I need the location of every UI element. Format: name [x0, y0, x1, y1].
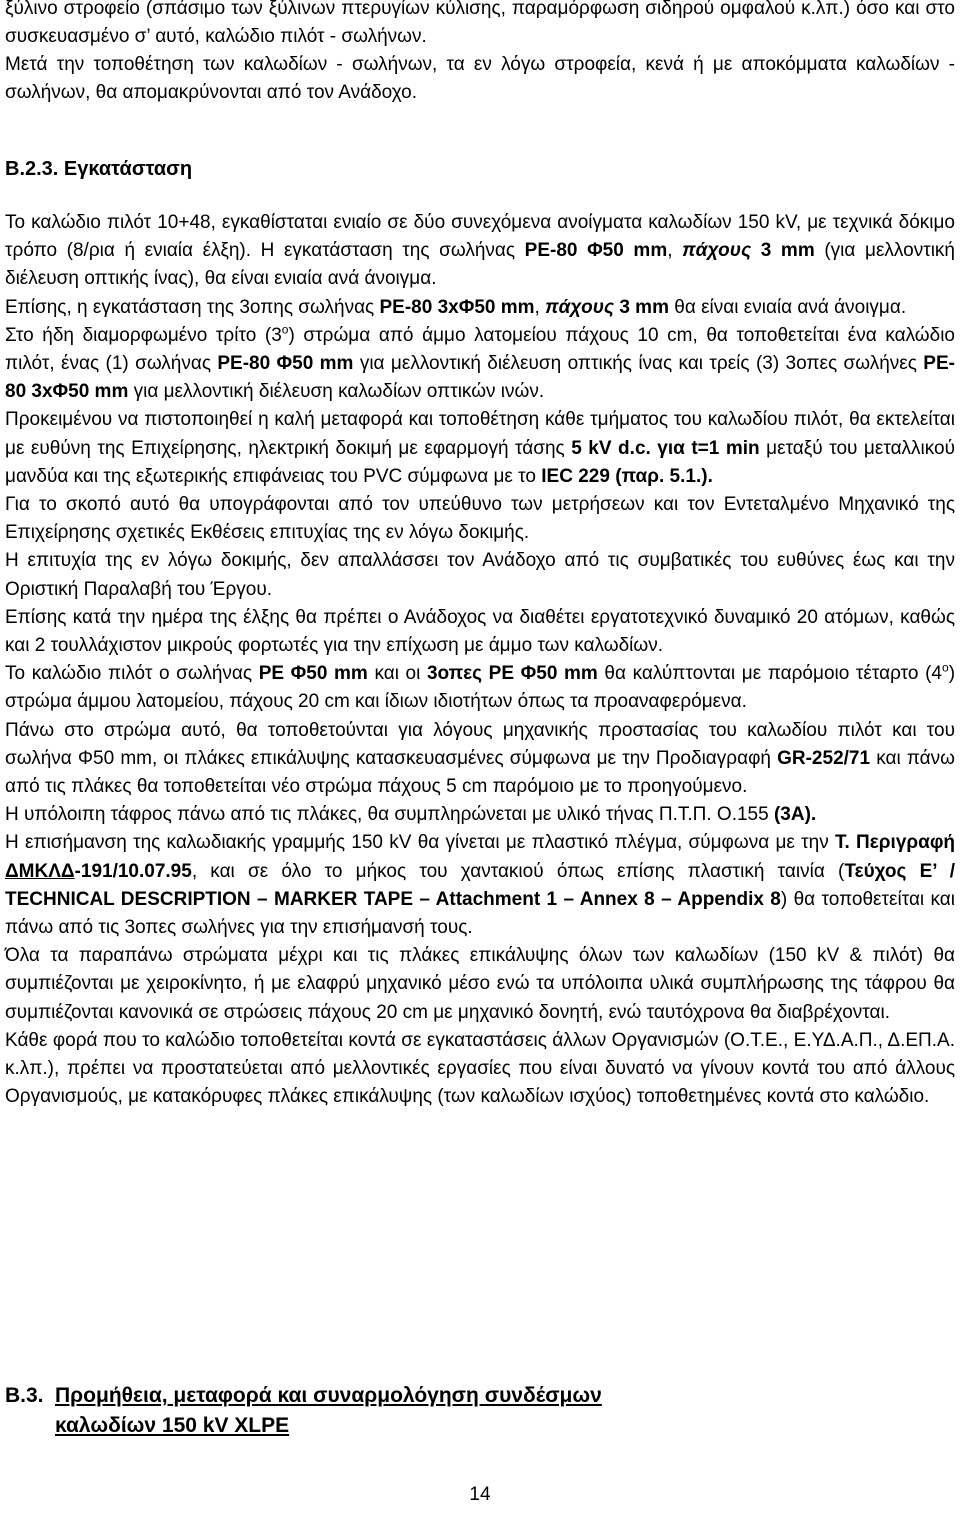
- paragraph-test-liability: Η επιτυχία της εν λόγω δοκιμής, δεν απαλλάσσει τον Ανάδοχο από τις συμβατικές του ευθύνες έως και την Οριστική Παραλαβή του Έργου.: [5, 550, 955, 600]
- bold-text: PE Φ50 mm: [258, 663, 368, 685]
- intro-line-1: ξύλινο στροφείο (σπάσιμο των ξύλινων πτερυγίων κύλισης, παραμόρφωση σιδηρού ομφαλού κ.λπ.) όσο και στο συσκευασμένο σ’ αυτό, καλώδιο πιλότ - σωλήνων.: [5, 0, 955, 47]
- paragraph-marking: [5, 829, 955, 942]
- text: Το καλώδιο πιλότ ο σωλήνας: [5, 663, 259, 685]
- next-section-title-line-2: καλωδίων 150 kV XLPE: [55, 1414, 290, 1437]
- text: , και σε όλο το μήκος του χαντακιού όπως επίσης πλαστική ταινία (: [191, 860, 845, 882]
- paragraph-3-bore-pipe: [5, 294, 955, 322]
- bold-underlined-text: ΔΜΚΛΔ: [5, 860, 75, 882]
- paragraph-third-layer: [5, 322, 955, 407]
- intro-line-2: Μετά την τοποθέτηση των καλωδίων - σωλήνων, τα εν λόγω στροφεία, κενά ή με αποκόμματα καλωδίων - σωλήνων, θα απομακρύνονται από τον Ανάδοχο.: [5, 54, 955, 103]
- text: και πάνω από τις πλάκες θα τοποθετείται νέο στρώμα πάχους 5 cm παρόμοιο με το προηγούμενο.: [5, 747, 955, 798]
- text: ) στρώμα άμμου λατομείου, πάχους 20 cm και ίδιων ιδιοτήτων όπως τα προαναφερόμενα.: [5, 663, 956, 713]
- paragraph-test-reports: Για το σκοπό αυτό θα υπογράφονται από τον υπεύθυνο των μετρήσεων και τον Εντεταλμένο Μηχανικό της Επιχείρησης σχετικές Εκθέσεις επιτυχίας της εν λόγω δοκιμής.: [5, 494, 955, 544]
- paragraph-pilot-installation: [5, 209, 955, 294]
- text: Στο ήδη διαμορφωμένο τρίτο (3: [5, 324, 282, 346]
- bold-text: 3 mm: [751, 240, 815, 262]
- bold-text: Τεύχος Ε’ / TECHNICAL DESCRIPTION – MARKER TAPE – Attachment 1 – Annex 8 – Appendix 8: [5, 860, 955, 910]
- paragraph-compaction: Όλα τα παραπάνω στρώματα μέχρι και τις πλάκες επικάλυψης όλων των καλωδίων (150 kV & πιλότ) θα συμπιέζονται με χειροκίνητο, ή με ελαφρύ μηχανικό μέσο ενώ τα υπόλοιπα υλικά συμπλήρωσης της τάφρου θα συμπιέζονται κανονικά σε στρώσεις πάχους 20 cm με μηχανικό δονητή, ενώ ταυτόχρονα θα διαβρέχονται.: [5, 945, 955, 1023]
- text: μεταξύ του μεταλλικού μανδύα και της εξωτερικής επιφάνειας του PVC σύμφωνα με το: [5, 437, 956, 487]
- bold-text: PE-80 3xΦ50 mm: [379, 296, 535, 318]
- intro-paragraph: [5, 0, 955, 107]
- next-section-line-1: [5, 1381, 955, 1411]
- page-number: 14: [469, 1484, 491, 1505]
- paragraph-workforce: Επίσης κατά την ημέρα της έλξης θα πρέπει ο Ανάδοχος να διαθέτει εργατοτεχνικό δυναμικό 20 ατόμων, καθώς και 2 τουλλάχιστον μικρούς φορτωτές για την επίχωση με άμμο των καλωδίων.: [5, 606, 955, 657]
- paragraph-other-utilities: Κάθε φορά που το καλώδιο τοποθετείται κοντά σε εγκαταστάσεις άλλων Οργανισμών (Ο.Τ.Ε., Ε.ΥΔ.Α.Π., Δ.ΕΠ.Α. κ.λπ.), πρέπει να προστατεύεται από μελλοντικές εργασίες που είναι δυνατό να γίνουν κοντά του από άλλους Οργανισμούς, με κατακόρυφες πλάκες επικάλυψης (των καλωδίων ισχύος) τοποθετημένες κοντά στο καλώδιο.: [5, 1029, 955, 1108]
- paragraph-electrical-test: [5, 406, 955, 491]
- next-section-line-2: [5, 1411, 955, 1441]
- text: θα καλύπτονται με παρόμοιο τέταρτο (4: [597, 663, 942, 685]
- text: Το καλώδιο πιλότ 10+48, εγκαθίσταται ενιαίο σε δύο συνεχόμενα ανοίγματα καλωδίων 150 kV, με τεχνικά δόκιμο τρόπο (8/ρια ή ενιαία έλξη). Η εγκατάσταση της σωλήνας: [5, 212, 955, 262]
- bold-text: PE-80 3xΦ50 mm: [5, 353, 955, 403]
- next-section-title-line-1: Προμήθεια, μεταφορά και συναρμολόγηση συνδέσμων: [55, 1384, 602, 1407]
- bold-text: (3Α).: [773, 804, 817, 826]
- superscript: ο: [942, 660, 949, 675]
- bold-text: PE-80 Φ50 mm: [217, 353, 354, 375]
- section-number: Β.2.3.: [5, 158, 59, 180]
- text: (για μελλοντική διέλευση οπτικής ίνας), θα είναι ενιαία ανά άνοιγμα.: [5, 240, 955, 290]
- section-body: [5, 209, 955, 1112]
- text: Πάνω στο στρώμα αυτό, θα τοποθετούνται για λόγους μηχανικής προστασίας του καλωδίου πιλότ και του σωλήνα Φ50 mm, οι πλάκες επικάλυψης κατασκευασμένες σύμφωνα με την Προδιαγραφή: [5, 719, 955, 769]
- text: Η υπόλοιπη τάφρος πάνω από τις πλάκες, θα συμπληρώνεται με υλικό τήνας Π.Τ.Π. Ο.155: [5, 804, 774, 826]
- text: για μελλοντική διέλευση οπτικής ίνας και τρείς (3) 3οπες σωλήνες: [353, 353, 924, 375]
- paragraph-fourth-layer: [5, 660, 955, 716]
- next-section-heading: [5, 1381, 955, 1441]
- section-heading: [5, 155, 192, 183]
- bold-text: GR-252/71: [777, 747, 871, 769]
- bold-text: 3 mm: [614, 296, 669, 318]
- text: ) στρώμα από άμμο λατομείου πάχους 10 cm, θα τοποθετείται ένα καλώδιο πιλότ, ένας (1) σωλήνας: [5, 324, 955, 375]
- bold-text: PE-80 Φ50 mm: [524, 240, 668, 262]
- text: ) θα τοποθετείται και πάνω από τις 3οπες σωλήνες για την επισήμανσή τους.: [5, 888, 956, 939]
- bold-text: 5 kV d.c. για t=1 min: [571, 437, 760, 459]
- bold-text: IEC 229 (παρ. 5.1.).: [541, 465, 713, 487]
- text: και οι: [367, 663, 427, 685]
- text: θα είναι ενιαία ανά άνοιγμα.: [668, 296, 907, 318]
- text: Προκειμένου να πιστοποιηθεί η καλή μεταφορά και τοποθέτηση κάθε τμήματος του καλωδίου πιλότ, θα εκτελείται με ευθύνη της Επιχείρησης, ηλεκτρική δοκιμή με εφαρμογή τάσης: [5, 409, 955, 459]
- paragraph-cover-slabs: [5, 717, 955, 802]
- text: Η επισήμανση της καλωδιακής γραμμής 150 kV θα γίνεται με πλαστικό πλέγμα, σύμφωνα με την: [5, 832, 835, 854]
- section-title: Εγκατάσταση: [63, 158, 193, 180]
- superscript: ο: [281, 322, 289, 337]
- bold-text: -191/10.07.95: [74, 860, 192, 882]
- text: για μελλοντική διέλευση καλωδίων οπτικών ινών.: [128, 381, 545, 403]
- bold-italic-text: πάχους: [545, 296, 615, 318]
- text: ,: [667, 240, 683, 262]
- bold-text: Τ. Περιγραφή: [834, 832, 956, 854]
- next-section-number: Β.3.: [5, 1384, 44, 1407]
- text: ,: [534, 296, 546, 318]
- paragraph-trench-fill: [5, 801, 955, 829]
- text: Επίσης, η εγκατάσταση της 3οπης σωλήνας: [5, 296, 380, 318]
- bold-text: 3οπες PE Φ50 mm: [426, 663, 598, 685]
- bold-italic-text: πάχους: [682, 240, 752, 262]
